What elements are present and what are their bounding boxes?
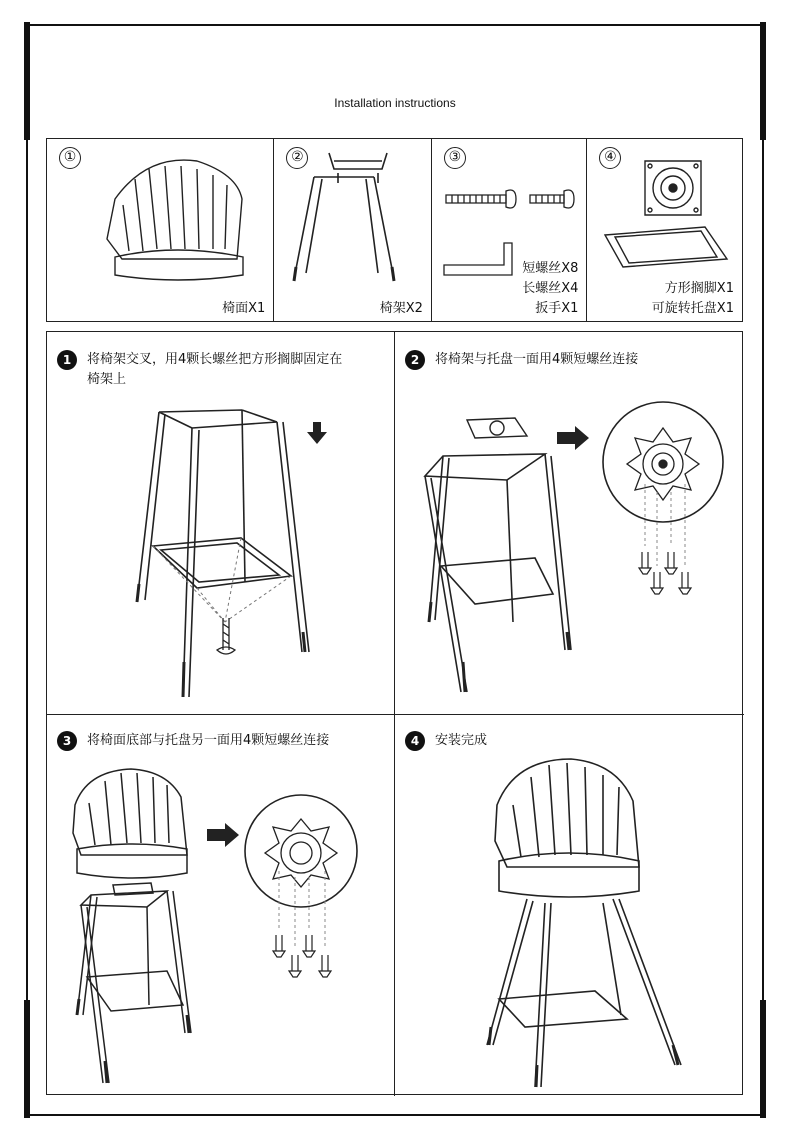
part-label: 椅架X2 [379,301,423,316]
seat-attach-illustration [47,715,394,1096]
step-instruction: 将椅架与托盘一面用4颗短螺丝连接 [435,352,639,367]
part-label: 方形搁脚X1 [664,281,734,296]
step-number: 2 [405,350,425,370]
step-instruction: 椅架上 [87,372,127,387]
step-instruction: 安装完成 [435,733,488,748]
swivel-plate-attach-illustration [395,332,744,714]
step-4 [395,715,744,1096]
page-title: Installation instructions [334,96,456,110]
assembled-bar-stool-illustration [395,715,744,1096]
part-label: 椅面X1 [222,301,266,316]
chair-frame-icon [274,139,432,323]
part-number: ① [59,147,81,169]
frame-corner-mark [760,22,766,140]
step-number: 1 [57,350,77,370]
frame-assembly-illustration [47,332,394,714]
step-number: 4 [405,731,425,751]
chair-seat-icon [47,139,275,323]
part-label: 扳手X1 [535,301,579,316]
step-3 [47,715,394,1096]
part-label: 短螺丝X8 [522,261,579,276]
assembly-steps [46,331,743,1095]
part-number: ② [286,147,308,169]
step-2 [395,332,744,714]
step-number: 3 [57,731,77,751]
frame-corner-mark [24,1000,30,1118]
part-label: 可旋转托盘X1 [651,301,734,316]
part-number: ③ [444,147,466,169]
step-instruction: 将椅架交叉，用4颗长螺丝把方形搁脚固定在 [87,352,343,367]
step-instruction: 将椅面底部与托盘另一面用4颗短螺丝连接 [87,733,330,748]
part-number: ④ [599,147,621,169]
part-frame [274,139,432,321]
step-1 [47,332,394,714]
part-screws [432,139,588,321]
frame-corner-mark [24,22,30,140]
frame-corner-mark [760,1000,766,1118]
parts-list [46,138,743,322]
part-seat [47,139,274,321]
part-footrest [587,139,742,321]
part-label: 长螺丝X4 [522,281,579,296]
